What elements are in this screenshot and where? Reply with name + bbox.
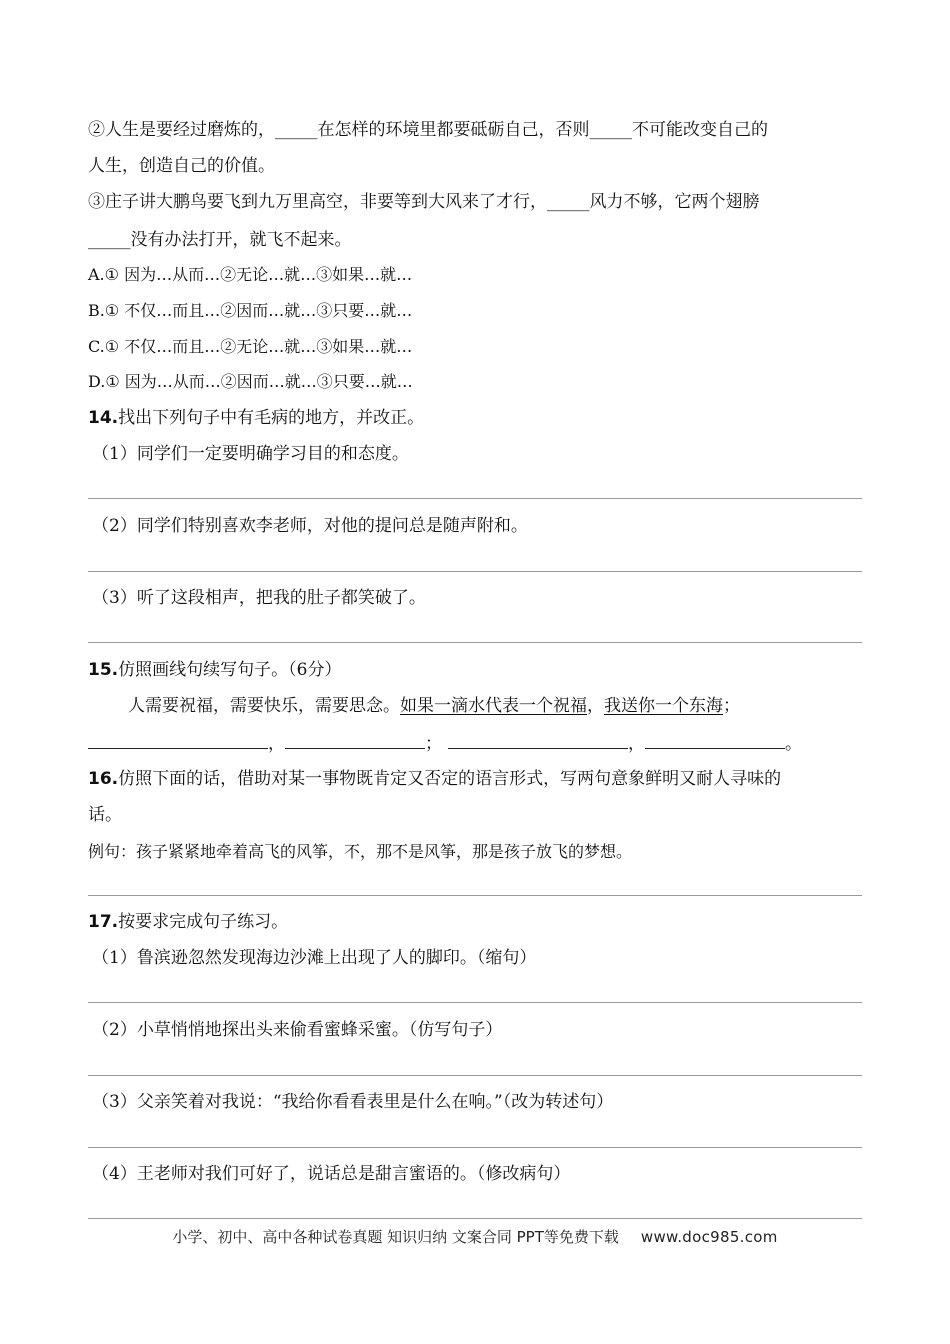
q13-item2-line1: ②人生是要经过磨炼的，_____在怎样的环境里都要砥砺自己，否则_____不可能改变自己的 <box>88 120 768 140</box>
q15-prompt <box>128 694 740 718</box>
q15-blank-1[interactable] <box>88 734 268 749</box>
q14-answer-line-2[interactable] <box>88 571 862 572</box>
q13-option-b: B.① 不仅…而且…②因而…就…③只要…就… <box>88 301 413 320</box>
q14-number: 14. <box>88 408 119 428</box>
q13-item3-line2: _____没有办法打开，就飞不起来。 <box>88 230 352 250</box>
q17-item-1: （1）鲁滨逊忽然发现海边沙滩上出现了人的脚印。（缩句） <box>92 948 537 968</box>
q15-heading <box>88 658 341 682</box>
q14-heading <box>88 406 424 430</box>
q14-item-3: （3）听了这段相声，把我的肚子都笑破了。 <box>92 588 426 608</box>
q14-item-2: （2）同学们特别喜欢李老师，对他的提问总是随声附和。 <box>92 516 528 536</box>
q16-number: 16. <box>88 769 119 789</box>
q15-sep-1: ， <box>268 734 285 754</box>
footer-text: 小学、初中、高中各种试卷真题 知识归纳 文案合同 PPT等免费下载 <box>172 1228 619 1246</box>
footer-url[interactable]: www.doc985.com <box>640 1228 778 1246</box>
q14-answer-line-1[interactable] <box>88 498 862 499</box>
q17-title: 按要求完成句子练习。 <box>118 912 289 932</box>
q14-title: 找出下列句子中有毛病的地方，并改正。 <box>118 408 425 428</box>
q15-sep-2: ； <box>425 734 442 754</box>
q15-lead: 人需要祝福，需要快乐，需要思念。 <box>128 696 400 716</box>
q14-answer-line-3[interactable] <box>88 642 862 643</box>
q13-item3-line1: ③庄子讲大鹏鸟要飞到九万里高空，非要等到大风来了才行，_____风力不够，它两个翅膀 <box>88 192 760 212</box>
q16-answer-line[interactable] <box>88 895 862 896</box>
q14-item-1: （1）同学们一定要明确学习目的和态度。 <box>92 444 409 464</box>
q17-item-2: （2）小草悄悄地探出头来偷看蜜蜂采蜜。（仿写句子） <box>92 1020 503 1040</box>
q15-title: 仿照画线句续写句子。（6分） <box>118 660 342 680</box>
q15-blank-4[interactable] <box>645 734 785 749</box>
page-footer <box>0 1226 950 1247</box>
q17-answer-line-1[interactable] <box>88 1002 862 1003</box>
q15-comma: ， <box>587 696 604 716</box>
q15-underlined-2: 我送你一个东海 <box>604 696 723 716</box>
q17-item-3: （3）父亲笑着对我说：“我给你看看表里是什么在响。”（改为转述句） <box>92 1092 614 1112</box>
q16-heading <box>88 767 781 791</box>
q16-title-line2: 话。 <box>88 805 122 825</box>
q13-item2-line2: 人生，创造自己的价值。 <box>88 156 275 176</box>
q15-underlined-1: 如果一滴水代表一个祝福 <box>400 696 587 716</box>
q17-item-4: （4）王老师对我们可好了，说话总是甜言蜜语的。（修改病句） <box>92 1164 571 1184</box>
q15-end: 。 <box>785 734 802 754</box>
q17-answer-line-3[interactable] <box>88 1147 862 1148</box>
q15-blank-2[interactable] <box>285 734 425 749</box>
q13-option-a: A.① 因为…从而…②无论…就…③如果…就… <box>88 265 413 284</box>
q13-option-d: D.① 因为…从而…②因而…就…③只要…就… <box>88 372 413 391</box>
q17-heading <box>88 910 288 934</box>
q15-number: 15. <box>88 660 119 680</box>
q17-answer-line-4[interactable] <box>88 1218 862 1219</box>
q16-title-line1: 仿照下面的话，借助对某一事物既肯定又否定的语言形式，写两句意象鲜明又耐人寻味的 <box>118 769 782 789</box>
q15-fill-blanks <box>88 732 802 756</box>
q15-blank-3[interactable] <box>448 734 628 749</box>
q17-answer-line-2[interactable] <box>88 1075 862 1076</box>
q15-sep-3: ， <box>628 734 645 754</box>
q15-semicolon: ； <box>723 696 740 716</box>
q16-example: 例句：孩子紧紧地牵着高飞的风筝，不，那不是风筝，那是孩子放飞的梦想。 <box>88 842 633 861</box>
q17-number: 17. <box>88 912 119 932</box>
q13-option-c: C.① 不仅…而且…②无论…就…③如果…就… <box>88 337 413 356</box>
